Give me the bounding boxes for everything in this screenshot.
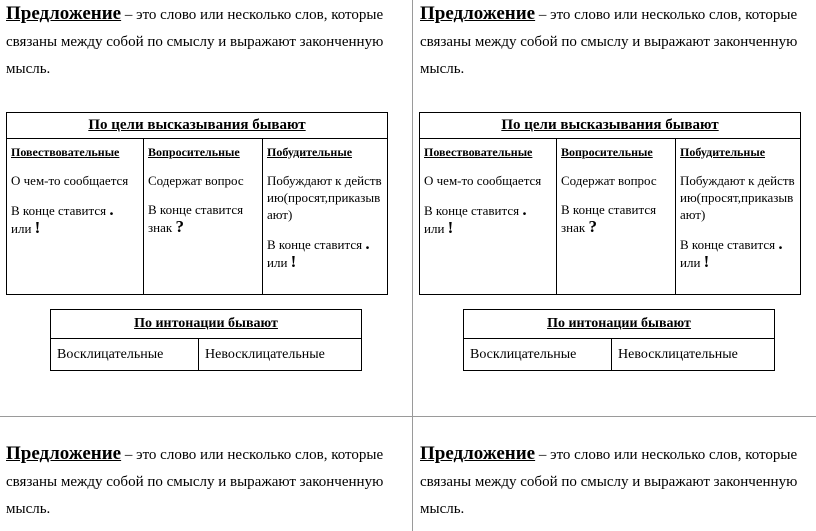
column-line-text: В конце ставится xyxy=(11,203,107,218)
intonation-cell-non-exclamatory: Невосклицательные xyxy=(612,339,775,371)
purpose-column-question xyxy=(144,139,263,295)
purpose-column-imperative xyxy=(676,139,801,295)
definition-text: – это слово или несколько слов, которые связаны между собой по смыслу и выражают законченную мысль. xyxy=(6,447,384,517)
intonation-cell-non-exclamatory: Невосклицательные xyxy=(199,339,362,371)
column-header-question: Вопросительные xyxy=(561,145,653,159)
exclamation-mark: ! xyxy=(34,218,41,237)
definition-term: Предложение xyxy=(420,3,536,24)
column-line xyxy=(424,201,552,237)
purpose-table-title: По цели высказывания бывают xyxy=(420,113,801,139)
question-mark: ? xyxy=(588,217,597,236)
or-text: или xyxy=(267,255,288,270)
column-line-text: В конце ставится знак xyxy=(148,202,244,235)
exclamation-mark: ! xyxy=(290,252,297,271)
or-text: или xyxy=(11,221,32,236)
or-text: или xyxy=(424,221,445,236)
intonation-table-title: По интонации бывают xyxy=(464,310,775,339)
column-line: О чем-то сообщается xyxy=(11,173,129,188)
definition-text: – это слово или несколько слов, которые связаны между собой по смыслу и выражают законченную мысль. xyxy=(420,7,798,77)
or-text: или xyxy=(680,255,701,270)
exclamation-mark: ! xyxy=(703,252,710,271)
purpose-column-narrative xyxy=(7,139,144,295)
column-header-question: Вопросительные xyxy=(148,145,240,159)
intonation-cell-exclamatory: Восклицательные xyxy=(464,339,612,371)
period-mark: . xyxy=(365,234,370,253)
column-line: Содержат вопрос xyxy=(148,173,244,188)
definition xyxy=(6,440,386,523)
column-line: Побуждают к действию(просят,приказывают) xyxy=(680,173,795,222)
definition xyxy=(6,0,386,83)
vertical-cut-line xyxy=(412,0,413,531)
purpose-table xyxy=(6,112,388,295)
column-header-narrative: Повествовательные xyxy=(424,145,533,159)
purpose-table xyxy=(419,112,801,295)
column-header-narrative: Повествовательные xyxy=(11,145,120,159)
column-header-imperative: Побудительные xyxy=(267,145,353,159)
column-line xyxy=(680,235,796,271)
intonation-cell-exclamatory: Восклицательные xyxy=(51,339,199,371)
column-line xyxy=(11,201,139,237)
column-line-text: В конце ставится знак xyxy=(561,202,657,235)
period-mark: . xyxy=(522,200,527,219)
intonation-table xyxy=(463,309,775,371)
column-line: Содержат вопрос xyxy=(561,173,657,188)
intonation-table-title: По интонации бывают xyxy=(51,310,362,339)
purpose-column-narrative xyxy=(420,139,557,295)
column-line xyxy=(148,201,258,236)
column-line xyxy=(561,201,671,236)
purpose-column-imperative xyxy=(263,139,388,295)
definition-term: Предложение xyxy=(6,3,122,24)
horizontal-cut-line xyxy=(0,416,816,417)
definition-term: Предложение xyxy=(6,443,122,464)
period-mark: . xyxy=(109,200,114,219)
definition-term: Предложение xyxy=(420,443,536,464)
purpose-table-title: По цели высказывания бывают xyxy=(7,113,388,139)
purpose-column-question xyxy=(557,139,676,295)
definition-text: – это слово или несколько слов, которые связаны между собой по смыслу и выражают законченную мысль. xyxy=(6,7,384,77)
definition xyxy=(420,440,800,523)
card-top-right xyxy=(420,0,816,83)
period-mark: . xyxy=(778,234,783,253)
column-line: О чем-то сообщается xyxy=(424,173,542,188)
exclamation-mark: ! xyxy=(447,218,454,237)
column-header-imperative: Побудительные xyxy=(680,145,766,159)
definition xyxy=(420,0,800,83)
intonation-table xyxy=(50,309,362,371)
card-bottom-right xyxy=(420,440,816,523)
column-line-text: В конце ставится xyxy=(680,237,776,252)
column-line-text: В конце ставится xyxy=(424,203,520,218)
definition-text: – это слово или несколько слов, которые связаны между собой по смыслу и выражают законченную мысль. xyxy=(420,447,798,517)
card-bottom-left xyxy=(6,440,411,523)
column-line xyxy=(267,235,383,271)
question-mark: ? xyxy=(175,217,184,236)
card-top-left xyxy=(6,0,411,83)
column-line-text: В конце ставится xyxy=(267,237,363,252)
column-line: Побуждают к действию(просят,приказывают) xyxy=(267,173,382,222)
